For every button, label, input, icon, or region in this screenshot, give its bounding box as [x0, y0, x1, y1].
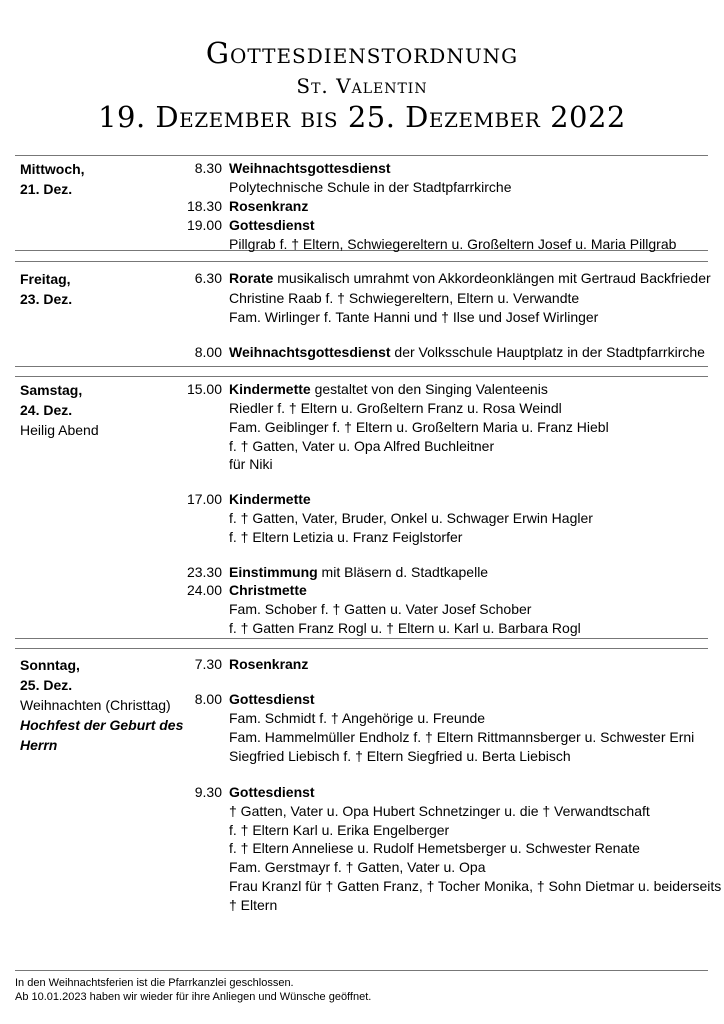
service-time: 19.00 — [186, 217, 222, 233]
divider — [15, 155, 708, 156]
divider — [15, 261, 708, 262]
day-date: 21. Dez. — [20, 181, 73, 197]
service-time: 7.30 — [194, 656, 222, 672]
service-title: Weihnachtsgottesdienst — [229, 160, 391, 176]
day-weekday: Freitag, — [20, 271, 71, 287]
day-weekday: Mittwoch, — [20, 161, 85, 177]
page-title: Gottesdienstordnung — [205, 36, 519, 70]
date-range: 19. Dezember bis 25. Dezember 2022 — [98, 100, 626, 134]
service-title: Gottesdienst — [229, 691, 315, 707]
service-title: Rorate — [229, 270, 274, 286]
divider — [15, 376, 708, 377]
parish-name: St. Valentin — [296, 74, 428, 98]
divider — [15, 366, 708, 367]
service-title: Gottesdienst — [229, 217, 315, 233]
service-time: 15.00 — [186, 381, 222, 397]
service-time: 8.00 — [194, 691, 222, 707]
footer-note — [15, 976, 371, 1004]
service-time: 6.30 — [194, 270, 222, 286]
day-feast: Heilig Abend — [20, 422, 99, 438]
day-date: 24. Dez. — [20, 402, 73, 418]
day-weekday: Sonntag, — [20, 657, 80, 673]
footer-line: In den Weihnachtsferien ist die Pfarrkanzlei geschlossen. — [15, 977, 294, 989]
footer-line: Ab 10.01.2023 haben wir wieder für ihre Anliegen und Wünsche geöffnet. — [15, 991, 372, 1003]
service-title: Kindermette — [229, 491, 311, 507]
service-time: 8.30 — [194, 160, 222, 176]
service-time: 17.00 — [186, 491, 222, 507]
service-time: 8.00 — [194, 344, 222, 360]
day-date: 23. Dez. — [20, 291, 73, 307]
service-title: Kindermette — [229, 381, 311, 397]
service-title: Rosenkranz — [229, 656, 309, 672]
service-note: mit Bläsern d. Stadtkapelle — [317, 564, 489, 580]
divider — [15, 648, 708, 649]
service-title: Christmette — [229, 582, 307, 598]
service-title: Gottesdienst — [229, 784, 315, 800]
service-time: 23.30 — [186, 564, 222, 580]
service-time: 24.00 — [186, 582, 222, 598]
service-note: gestaltet von den Singing Valenteenis — [310, 381, 548, 397]
service-time: 18.30 — [186, 198, 222, 214]
divider — [15, 970, 708, 971]
day-solemnity: Hochfest der Geburt des Herrn — [20, 717, 184, 753]
day-date: 25. Dez. — [20, 677, 73, 693]
service-note: musikalisch umrahmt von Akkordeonklängen mit Gertraud Backfrieder — [273, 270, 711, 286]
service-title: Weihnachtsgottesdienst — [229, 344, 391, 360]
day-feast: Weihnachten (Christtag) — [20, 697, 171, 713]
service-note: der Volksschule Hauptplatz in der Stadtpfarrkirche — [390, 344, 705, 360]
service-title: Rosenkranz — [229, 198, 309, 214]
service-title: Einstimmung — [229, 564, 318, 580]
day-weekday: Samstag, — [20, 382, 83, 398]
service-time: 9.30 — [194, 784, 222, 800]
